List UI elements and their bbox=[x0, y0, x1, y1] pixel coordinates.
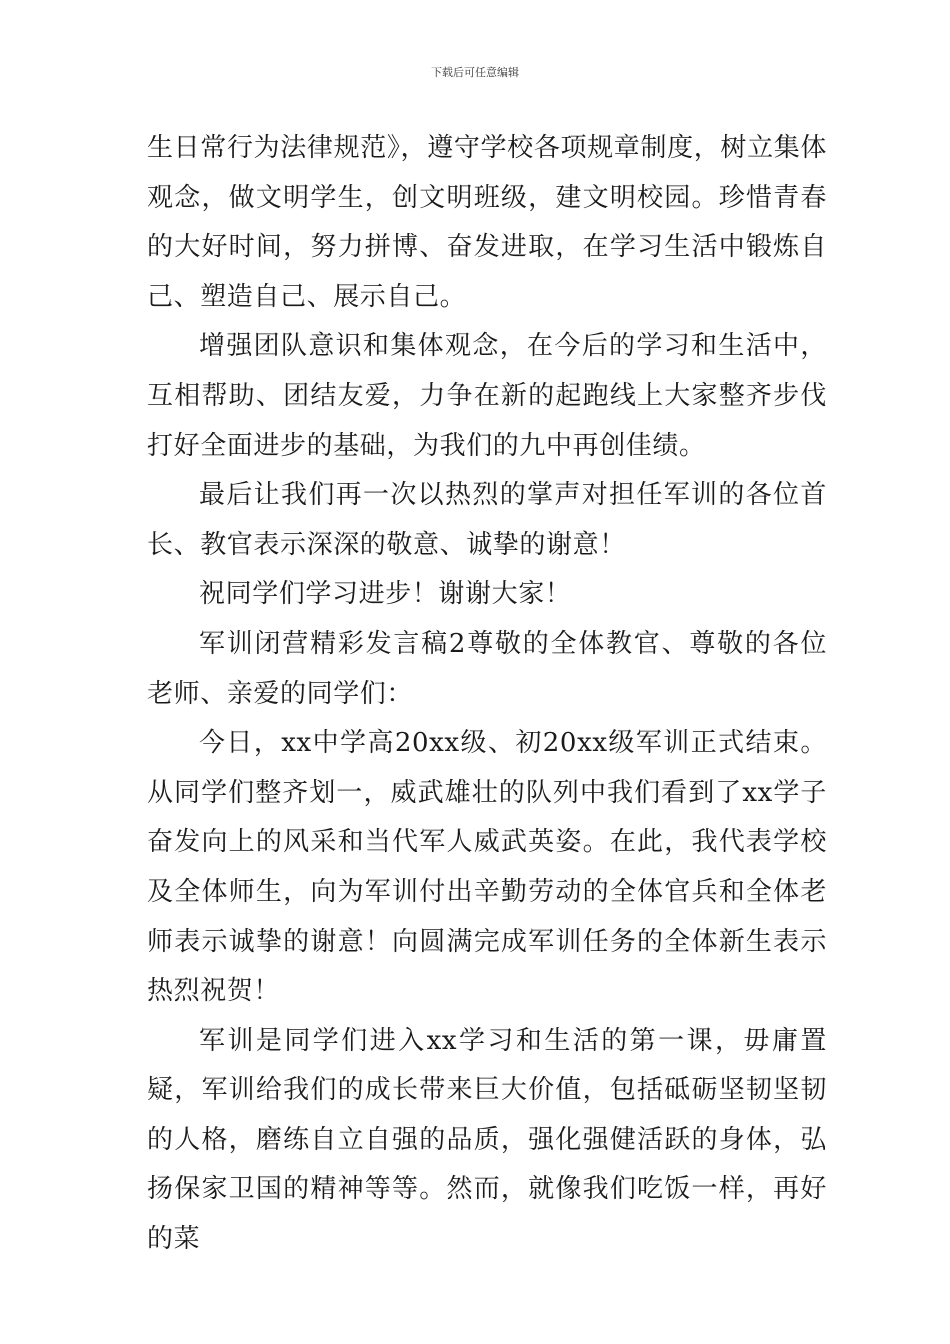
paragraph-3: 最后让我们再一次以热烈的掌声对担任军训的各位首长、教官表示深深的敬意、诚挚的谢意！ bbox=[147, 480, 827, 560]
paragraph-6: 今日，xx中学高20xx级、初20xx级军训正式结束。从同学们整齐划一，威武雄壮的队列中我们看到了xx学子奋发向上的风采和当代军人威武英姿。在此，我代表学校及全体师生，向为军训付出辛勤劳动的全体官兵和全体老师表示诚挚的谢意！向圆满完成军训任务的全体新生表示热烈祝贺！ bbox=[147, 728, 827, 1007]
header-note: 下载后可任意编辑 bbox=[431, 66, 519, 79]
paragraph-4: 祝同学们学习进步！谢谢大家！ bbox=[199, 579, 572, 610]
paragraph-7: 军训是同学们进入xx学习和生活的第一课，毋庸置疑，军训给我们的成长带来巨大价值，包括砥砺坚韧坚韧的人格，磨练自立自强的品质，强化强健活跃的身体，弘扬保家卫国的精神等等。然而，就像我们吃饭一样，再好的菜 bbox=[147, 1025, 827, 1255]
paragraph-1: 生日常行为法律规范》，遵守学校各项规章制度，树立集体观念，做文明学生，创文明班级，建文明校园。珍惜青春的大好时间，努力拼博、奋发进取，在学习生活中锻炼自己、塑造自己、展示自己。 bbox=[147, 133, 827, 312]
paragraph-5: 军训闭营精彩发言稿2尊敬的全体教官、尊敬的各位老师、亲爱的同学们： bbox=[147, 628, 827, 709]
document-body bbox=[147, 124, 827, 1265]
paragraph-2: 增强团队意识和集体观念，在今后的学习和生活中，互相帮助、团结友爱，力争在新的起跑线上大家整齐步伐打好全面进步的基础，为我们的九中再创佳绩。 bbox=[147, 331, 827, 461]
